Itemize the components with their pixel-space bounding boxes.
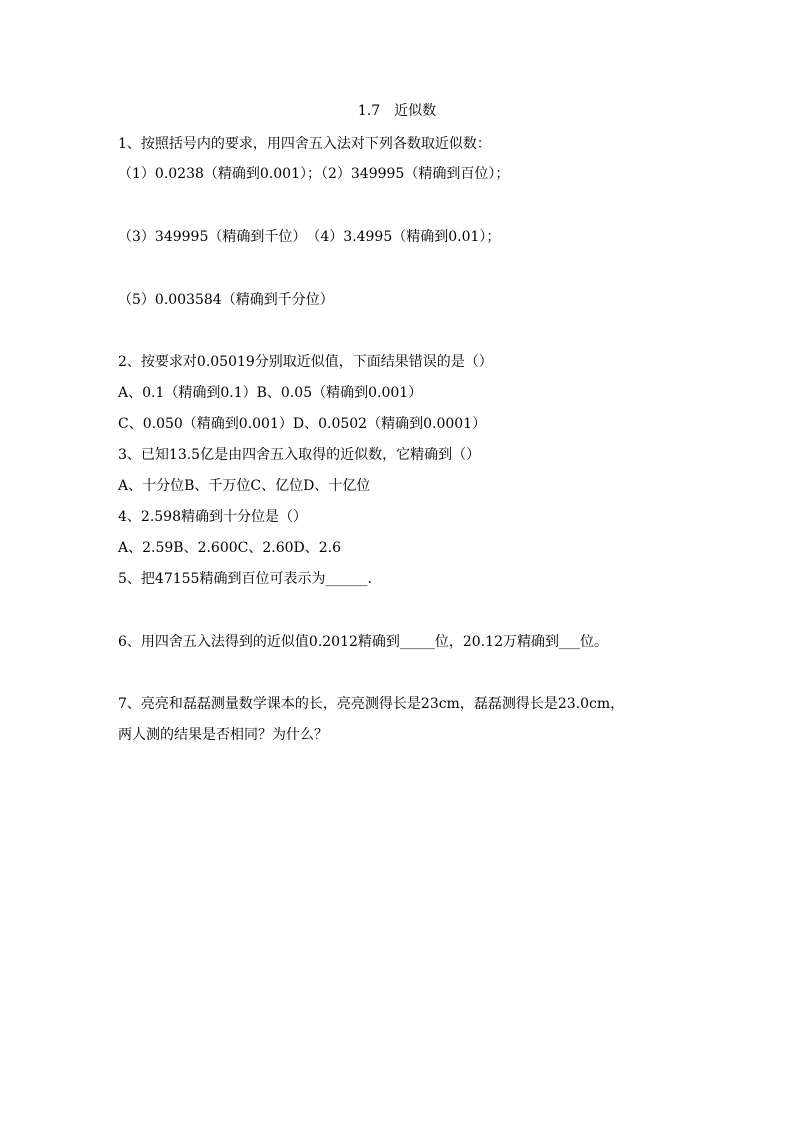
question-1-part-1-2: （1）0.0238（精确到0.001）；（2）349995（精确到百位）； [118, 166, 510, 182]
question-1-part-3-4: （3）349995（精确到千位） （4）3.4995（精确到0.01）； [118, 229, 501, 245]
question-1-part-5: （5）0.003584（精确到千分位） [118, 292, 334, 308]
question-2-stem: 2、按要求对0.05019分别取近似值，下面结果错误的是（） [118, 354, 493, 370]
question-1-stem: 1、按照括号内的要求，用四舍五入法对下列各数取近似数： [118, 136, 491, 152]
question-3-stem: 3、已知13.5亿是由四舍五入取得的近似数，它精确到（） [118, 447, 481, 463]
question-2-options-cd: C、0.050（精确到0.001）D、0.0502（精确到0.0001） [118, 416, 487, 432]
question-4-options: A、2.59B、2.600C、2.60D、2.6 [118, 540, 342, 556]
question-7-line-2: 两人测的结果是否相同？为什么？ [118, 727, 328, 743]
question-5-stem: 5、把47155精确到百位可表示为______. [118, 571, 372, 587]
question-7-line-1: 7、亮亮和磊磊测量数学课本的长，亮亮测得长是23cm，磊磊测得长是23.0cm， [118, 696, 625, 712]
question-2-options-ab: A、0.1（精确到0.1）B、0.05（精确到0.001） [118, 385, 423, 401]
page-title: 1.7 近似数 [357, 103, 437, 119]
question-6-stem: 6、用四舍五入法得到的近似值0.2012精确到_____位，20.12万精确到___位。 [118, 634, 608, 650]
question-4-stem: 4、2.598精确到十分位是（） [118, 509, 307, 525]
question-3-options: A、十分位B、千万位C、亿位D、十亿位 [118, 478, 371, 494]
